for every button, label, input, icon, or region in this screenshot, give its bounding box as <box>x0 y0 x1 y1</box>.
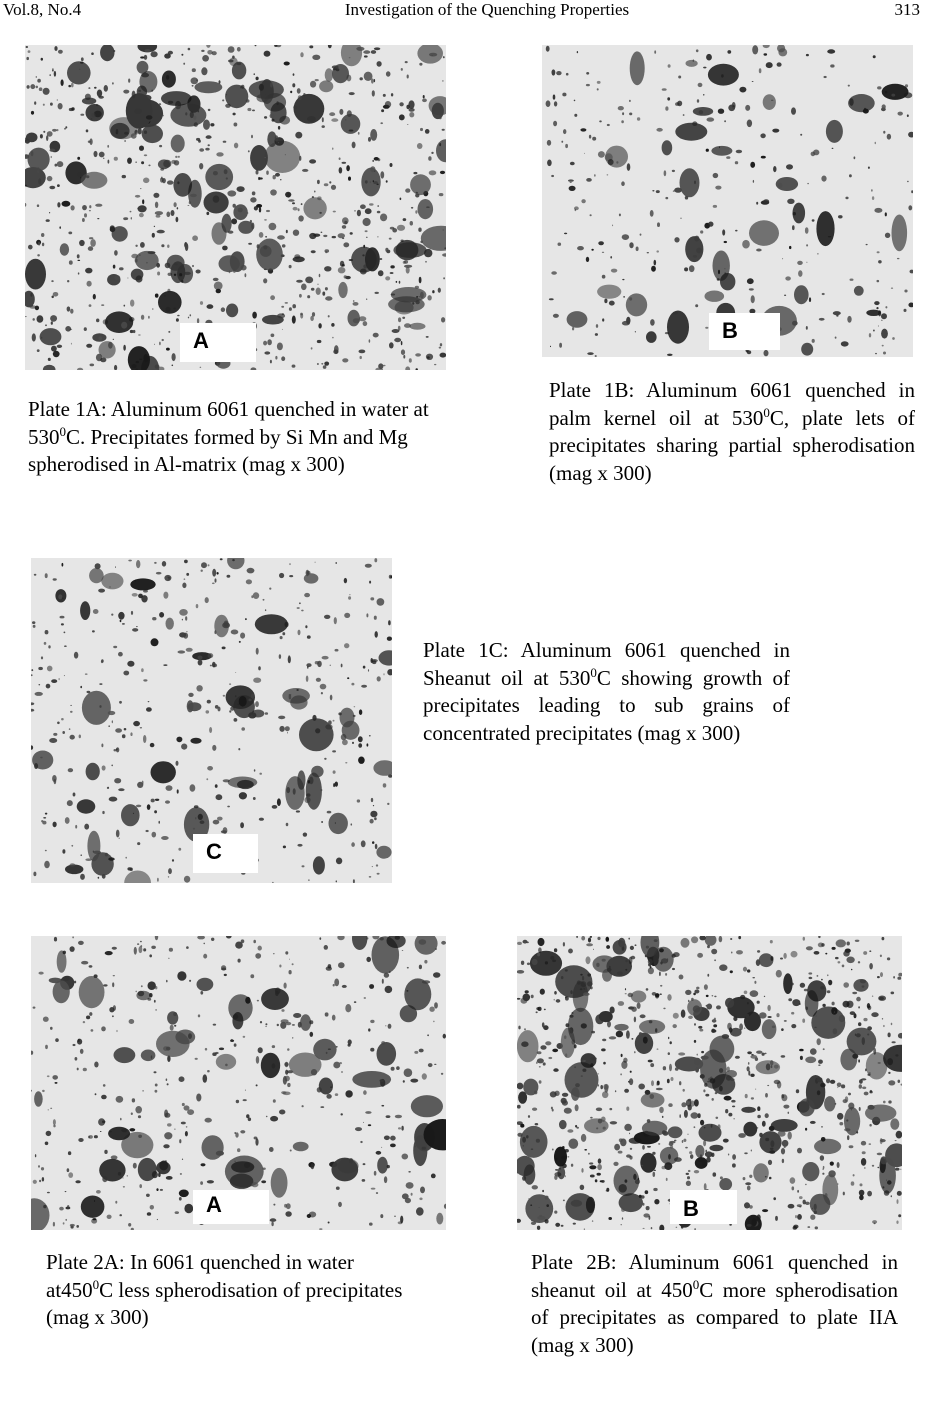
plate-label: B <box>709 313 780 350</box>
plate-label: B <box>670 1190 737 1224</box>
caption-plate-1b: Plate 1B: Aluminum 6061 quenched in palm kernel oil at $530^0C$, plate lets of precipitates sharing partial spherodisation (mag x 300) <box>549 378 915 485</box>
plate-label: C <box>193 834 258 873</box>
micrograph-plate-1a <box>25 45 446 370</box>
plate-label: A <box>180 323 256 362</box>
micrograph-texture <box>517 936 902 1230</box>
caption-plate-2a: Plate 2A: In 6061 quenched in water $at450^0C$ less spherodisation of precipitates (mag x 300) <box>46 1250 403 1329</box>
micrograph-plate-2a <box>31 936 446 1230</box>
micrograph-texture <box>25 45 446 370</box>
micrograph-plate-2b <box>517 936 902 1230</box>
caption-plate-1c: Plate 1C: Aluminum 6061 quenched in Sheanut oil at $530^0C$ showing growth of precipitates leading to sub grains of concentrated precipitates (mag x 300) <box>423 638 790 745</box>
micrograph-texture <box>542 45 913 357</box>
header-volume: Vol.8, No.4 <box>3 0 82 19</box>
micrograph-plate-1b <box>542 45 913 357</box>
micrograph-plate-1c <box>31 558 392 883</box>
header-title: Investigation of the Quenching Properties <box>344 0 630 19</box>
caption-plate-1a: Plate 1A: Aluminum 6061 quenched in water at $530^0C$. Precipitates formed by Si Mn and Mg spherodised in Al-matrix (mag x 300) <box>28 397 429 476</box>
micrograph-texture <box>31 936 446 1230</box>
plate-label: A <box>193 1190 269 1224</box>
header-page-number: 313 <box>894 0 920 19</box>
caption-plate-2b: Plate 2B: Aluminum 6061 quenched in sheanut oil at $450^0C$ more spherodisation of precipitates as compared to plate IIA (mag x 300) <box>531 1250 898 1357</box>
